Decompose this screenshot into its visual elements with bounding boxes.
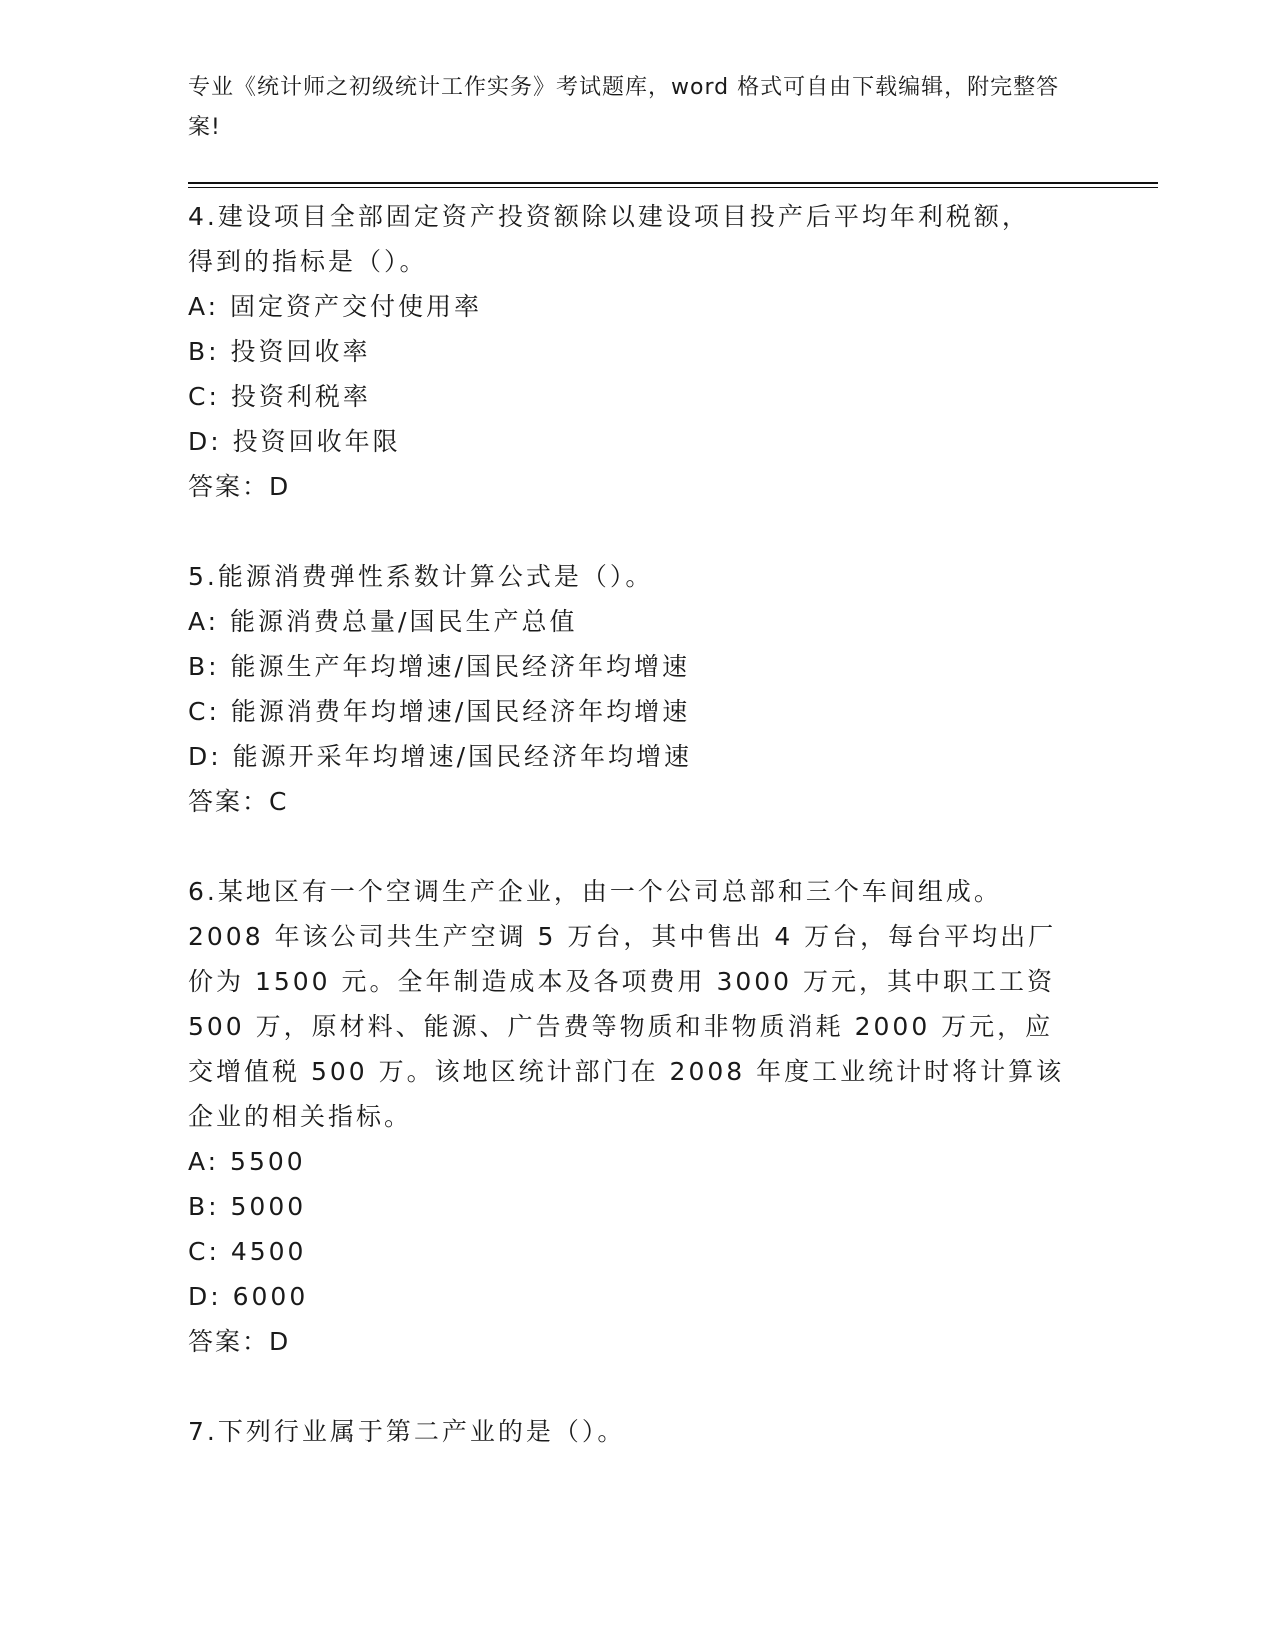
question-gap (188, 824, 1158, 869)
option-d: D: 投资回收年限 (188, 427, 401, 456)
question-gap (188, 1364, 1158, 1409)
question-stem: 5.能源消费弹性系数计算公式是（）。 (188, 562, 654, 591)
option-b: B: 能源生产年均增速/国民经济年均增速 (188, 652, 690, 681)
option-c: C: 能源消费年均增速/国民经济年均增速 (188, 697, 691, 726)
option-c: C: 4500 (188, 1237, 307, 1266)
document-header: 专业《统计师之初级统计工作实务》考试题库，word 格式可自由下载编辑，附完整答案! (188, 75, 1060, 140)
question-stem: 4.建设项目全部固定资产投资额除以建设项目投产后平均年利税额，得到的指标是（）。 (188, 202, 1030, 276)
document-page (188, 68, 1158, 1454)
answer: 答案：D (188, 472, 291, 501)
question-stem: 6.某地区有一个空调生产企业，由一个公司总部和三个车间组成。2008 年该公司共生产空调 5 万台，其中售出 4 万台，每台平均出厂价为 1500 元。全年制造成本及各项费用 3000 万元，其中职工工资 500 万，原材料、能源、广告费等物质和非物质消耗 2000 万元，应交增值税 500 万。该地区统计部门在 2008 年度工业统计时将计算该企业的相关指标。 (188, 877, 1065, 1131)
option-b: B: 投资回收率 (188, 337, 371, 366)
answer: 答案：C (188, 787, 289, 816)
answer: 答案：D (188, 1327, 291, 1356)
option-a: A: 固定资产交付使用率 (188, 292, 483, 321)
option-d: D: 6000 (188, 1282, 309, 1311)
question-7 (188, 1409, 1158, 1454)
question-stem: 7.下列行业属于第二产业的是（）。 (188, 1417, 626, 1446)
option-d: D: 能源开采年均增速/国民经济年均增速 (188, 742, 693, 771)
option-c: C: 投资利税率 (188, 382, 371, 411)
header-divider-thin (188, 187, 1158, 188)
question-4 (188, 194, 1158, 509)
header-divider-thick (188, 182, 1158, 184)
question-5 (188, 554, 1158, 824)
question-gap (188, 509, 1158, 554)
option-a: A: 能源消费总量/国民生产总值 (188, 607, 578, 636)
question-6 (188, 869, 1158, 1364)
option-b: B: 5000 (188, 1192, 307, 1221)
option-a: A: 5500 (188, 1147, 306, 1176)
